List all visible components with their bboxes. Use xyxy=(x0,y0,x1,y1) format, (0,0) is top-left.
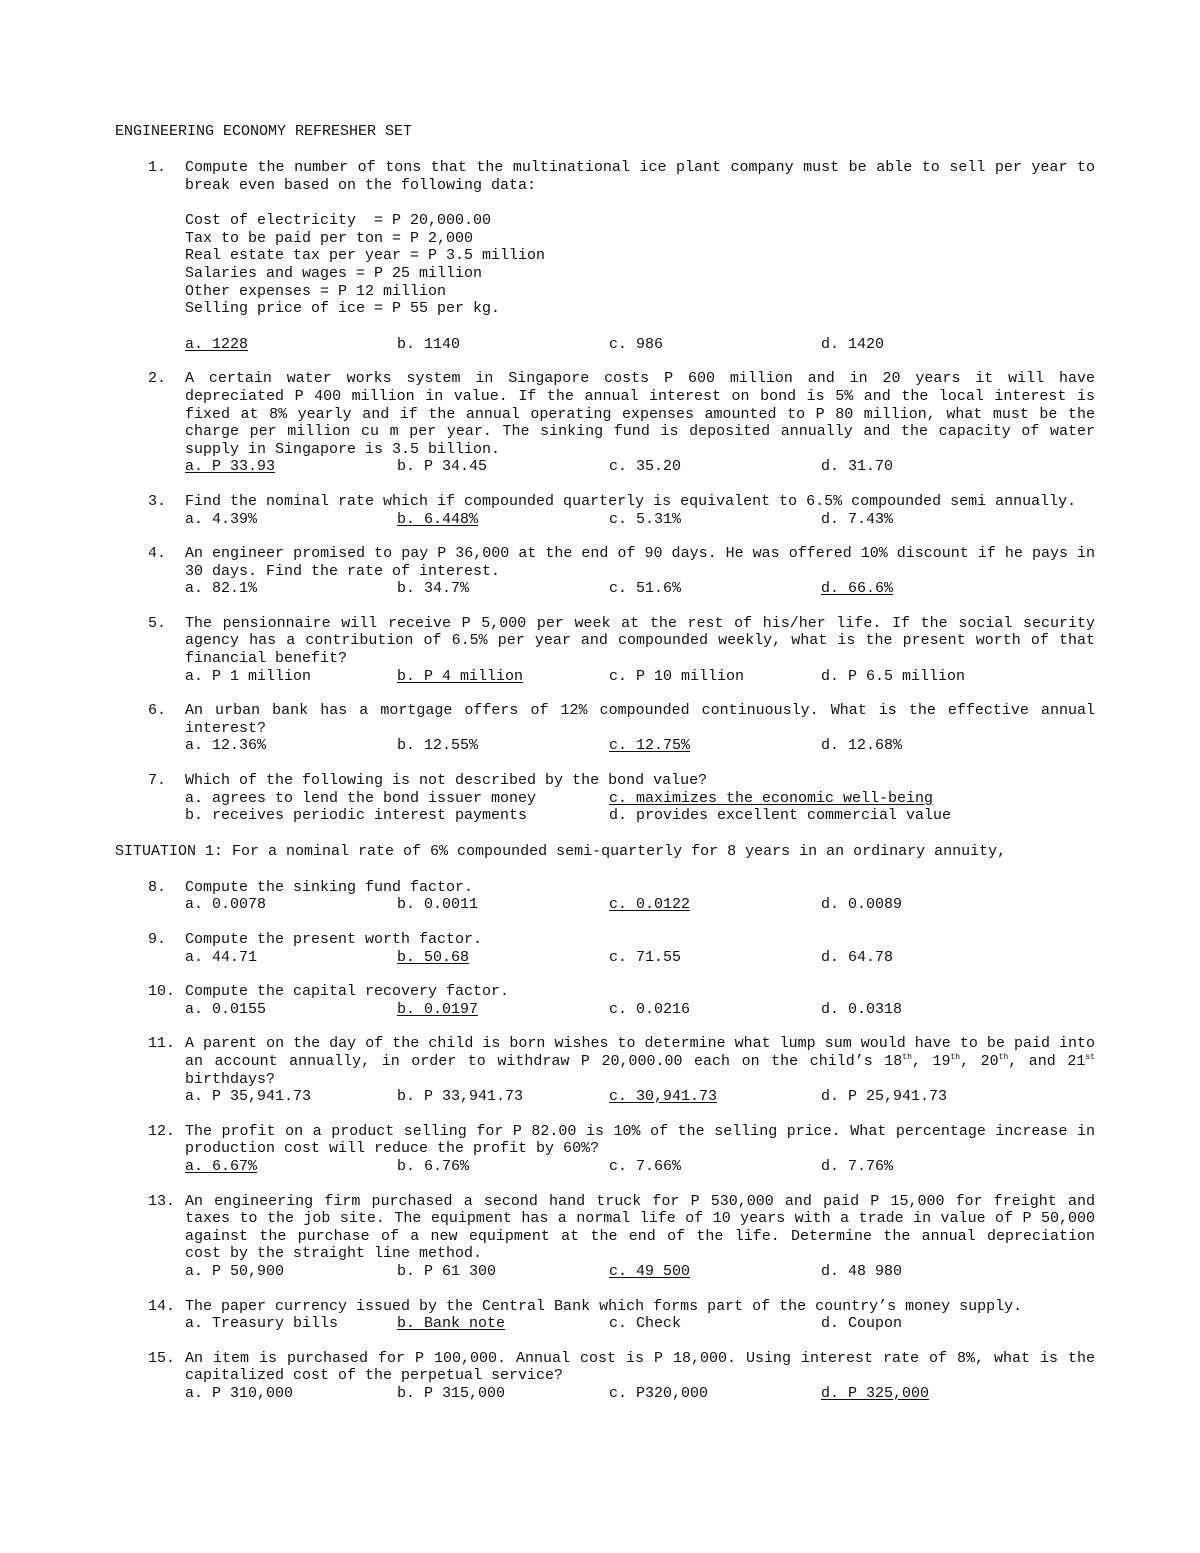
data-line: Cost of electricity = P 20,000.00 xyxy=(185,212,492,230)
choice-d: d. 7.43% xyxy=(821,510,894,528)
question-text: Compute the present worth factor. xyxy=(185,931,483,948)
data-line: Real estate tax per year = P 3.5 million xyxy=(185,247,546,265)
data-line: Tax to be paid per ton = P 2,000 xyxy=(185,229,474,247)
choice-d: d. 7.76% xyxy=(821,1157,894,1175)
choice-d: d. 64.78 xyxy=(821,948,894,966)
question-number: 5. xyxy=(148,614,167,632)
question-number: 8. xyxy=(148,878,167,896)
question-number: 14. xyxy=(148,1297,176,1315)
given-data xyxy=(185,212,1095,318)
choice-d: d. P 325,000 xyxy=(821,1384,930,1402)
choice-b: b. 0.0011 xyxy=(397,896,479,914)
choice-a: a. 6.67% xyxy=(185,1157,258,1175)
choice-b: b. 0.0197 xyxy=(397,1000,479,1018)
ordinal-suffix: th xyxy=(950,1052,961,1062)
choices xyxy=(185,511,1095,529)
choices xyxy=(185,336,1095,354)
question-text: The pensionnaire will receive P 5,000 per week at the rest of his/her life. If the social security agency has a contribution of 6.5% per year and compounded weekly, what is the present worth of that financial benefit? xyxy=(185,614,1095,668)
choices xyxy=(185,1001,1095,1019)
question-number: 12. xyxy=(148,1122,176,1140)
question-9 xyxy=(115,931,1095,966)
choices xyxy=(185,949,1095,967)
choice-c: c. 12.75% xyxy=(609,737,691,755)
choice-a: a. 12.36% xyxy=(185,737,267,755)
choice-d: d. P 25,941.73 xyxy=(821,1088,948,1106)
choice-b: b. 6.76% xyxy=(397,1157,470,1175)
choices-row-2 xyxy=(185,807,1095,825)
question-text: Compute the number of tons that the multinational ice plant company must be able to sell per year to break even based on the following data: xyxy=(185,159,1095,194)
situation-1: SITUATION 1: For a nominal rate of 6% compounded semi-quarterly for 8 years in an ordinary annuity, xyxy=(115,842,1007,860)
data-line: Selling price of ice = P 55 per kg. xyxy=(185,300,501,318)
choice-b: b. 34.7% xyxy=(397,580,470,598)
question-number: 11. xyxy=(148,1035,176,1053)
choice-c: c. 30,941.73 xyxy=(609,1088,718,1106)
choices-row-1 xyxy=(185,790,1095,808)
question-text-part: birthdays? xyxy=(185,1070,276,1088)
question-number: 10. xyxy=(148,983,176,1001)
ordinal-suffix: th xyxy=(902,1052,912,1062)
choice-a: a. agrees to lend the bond issuer money xyxy=(185,789,537,807)
question-number: 13. xyxy=(148,1192,176,1210)
question-11 xyxy=(115,1035,1095,1105)
question-number: 6. xyxy=(148,702,167,720)
question-number: 4. xyxy=(148,545,167,563)
choice-d: d. 12.68% xyxy=(821,737,903,755)
choice-a: a. 0.0155 xyxy=(185,1000,267,1018)
choices xyxy=(185,458,1095,476)
document-page xyxy=(115,122,1095,1419)
choice-a: a. 4.39% xyxy=(185,510,258,528)
choices xyxy=(185,1385,1095,1403)
choice-c: c. 986 xyxy=(609,335,664,353)
question-4 xyxy=(115,545,1095,598)
question-text: Compute the capital recovery factor. xyxy=(185,983,510,1001)
question-number: 7. xyxy=(148,772,167,790)
choice-c: c. P 10 million xyxy=(609,667,745,685)
choice-d: d. 0.0318 xyxy=(821,1000,903,1018)
question-6 xyxy=(115,702,1095,755)
choice-d: d. 66.6% xyxy=(821,580,894,598)
choice-d: d. 1420 xyxy=(821,335,885,353)
choice-c: c. maximizes the economic well-being xyxy=(609,789,934,807)
choice-a: a. P 33.93 xyxy=(185,458,276,476)
choice-d: d. 48 980 xyxy=(821,1262,903,1280)
question-text xyxy=(185,1035,1095,1088)
question-number: 15. xyxy=(148,1349,176,1367)
choice-b: b. P 33,941.73 xyxy=(397,1088,524,1106)
choice-d: d. 31.70 xyxy=(821,458,894,476)
question-number: 9. xyxy=(148,931,167,948)
question-text: Find the nominal rate which if compounded quarterly is equivalent to 6.5% compounded semi annually. xyxy=(185,492,1077,510)
choice-d: d. 0.0089 xyxy=(821,896,903,914)
question-10 xyxy=(115,983,1095,1018)
question-number: 1. xyxy=(148,159,167,176)
question-number: 3. xyxy=(148,492,167,510)
choice-d: d. P 6.5 million xyxy=(821,667,966,685)
data-line: Salaries and wages = P 25 million xyxy=(185,264,483,282)
question-text: The profit on a product selling for P 82.00 is 10% of the selling price. What percentage increase in production cost will reduce the profit by 60%? xyxy=(185,1122,1095,1158)
choice-c: c. 0.0216 xyxy=(609,1000,691,1018)
choice-b: b. 12.55% xyxy=(397,737,479,755)
question-text-part: A parent on the day of the child is born wishes to determine what lump sum would have to be paid into an account annually, in order to withdraw P 20,000.00 each on the child’s 18 xyxy=(185,1035,1095,1070)
choice-a: a. P 50,900 xyxy=(185,1262,285,1280)
ordinal-suffix: st xyxy=(1085,1052,1095,1062)
choice-b: b. P 4 million xyxy=(397,667,524,685)
question-14 xyxy=(115,1298,1095,1333)
question-text: A certain water works system in Singapore costs P 600 million and in 20 years it will have depreciated P 400 million in value. If the annual interest on bond is 5% and the local interest is fixed at 8% yearly and if the annual operating expenses amounted to P 80 million, what must be the charge per million cu m per year. The sinking fund is deposited annually and the capacity of water supply in Singapore is 3.5 billion. xyxy=(185,370,1095,458)
document-title: ENGINEERING ECONOMY REFRESHER SET xyxy=(115,123,413,140)
question-8 xyxy=(115,879,1095,914)
choice-c: c. 51.6% xyxy=(609,580,682,598)
question-text-part: , 20 xyxy=(960,1052,999,1070)
choice-c: c. 0.0122 xyxy=(609,896,691,914)
question-text: An engineer promised to pay P 36,000 at the end of 90 days. He was offered 10% discount if he pays in 30 days. Find the rate of interest. xyxy=(185,545,1095,580)
question-text: An item is purchased for P 100,000. Annual cost is P 18,000. Using interest rate of 8%, what is the capitalized cost of the perpetual service? xyxy=(185,1349,1095,1385)
question-text-part: , and 21 xyxy=(1008,1052,1086,1070)
choice-c: c. 49 500 xyxy=(609,1262,691,1280)
choice-b: b. 50.68 xyxy=(397,948,470,966)
choice-d: d. provides excellent commercial value xyxy=(609,807,952,825)
question-text: Which of the following is not described by the bond value? xyxy=(185,772,708,790)
question-text: An urban bank has a mortgage offers of 12% compounded continuously. What is the effective annual interest? xyxy=(185,702,1095,737)
question-2 xyxy=(115,370,1095,476)
choice-c: c. 7.66% xyxy=(609,1157,682,1175)
choices xyxy=(185,668,1095,686)
choices xyxy=(185,1315,1095,1333)
data-line: Other expenses = P 12 million xyxy=(185,282,447,300)
choice-c: c. 5.31% xyxy=(609,510,682,528)
choice-a: a. P 35,941.73 xyxy=(185,1088,312,1106)
choice-a: a. 44.71 xyxy=(185,948,258,966)
choice-a: a. Treasury bills xyxy=(185,1315,339,1333)
choice-c: c. 35.20 xyxy=(609,458,682,476)
question-5 xyxy=(115,615,1095,685)
choice-b: b. receives periodic interest payments xyxy=(185,807,528,825)
choices xyxy=(185,1088,1095,1106)
question-13 xyxy=(115,1193,1095,1281)
question-text: Compute the sinking fund factor. xyxy=(185,878,474,896)
question-text-part: , 19 xyxy=(911,1052,951,1070)
choice-a: a. 82.1% xyxy=(185,580,258,598)
ordinal-suffix: th xyxy=(998,1052,1009,1062)
choices xyxy=(185,896,1095,914)
choice-b: b. P 34.45 xyxy=(397,458,488,476)
choice-c: c. Check xyxy=(609,1315,682,1333)
choice-b: b. P 315,000 xyxy=(397,1384,506,1402)
choice-b: b. 6.448% xyxy=(397,510,479,528)
choices xyxy=(185,580,1095,598)
choices xyxy=(185,1158,1095,1176)
choice-a: a. P 1 million xyxy=(185,667,312,685)
question-text: The paper currency issued by the Central Bank which forms part of the country’s money supply. xyxy=(185,1297,1023,1315)
choice-b: b. Bank note xyxy=(397,1315,506,1333)
choice-c: c. P320,000 xyxy=(609,1384,709,1402)
choice-b: b. P 61 300 xyxy=(397,1262,497,1280)
choice-c: c. 71.55 xyxy=(609,948,682,966)
question-12 xyxy=(115,1123,1095,1176)
question-text: An engineering firm purchased a second hand truck for P 530,000 and paid P 15,000 for freight and taxes to the job site. The equipment has a normal life of 10 years with a trade in value of P 50,000 against the purchase of a new equipment at the end of the life. Determine the annual depreciation cost by the straight line method. xyxy=(185,1192,1095,1263)
choice-d: d. Coupon xyxy=(821,1315,903,1333)
choice-a: a. 0.0078 xyxy=(185,896,267,914)
choice-b: b. 1140 xyxy=(397,335,461,353)
question-number: 2. xyxy=(148,370,167,388)
choices xyxy=(185,1263,1095,1281)
choices xyxy=(185,737,1095,755)
question-3 xyxy=(115,493,1095,528)
question-15 xyxy=(115,1350,1095,1403)
choice-a: a. 1228 xyxy=(185,335,249,353)
choice-a: a. P 310,000 xyxy=(185,1384,294,1402)
question-1 xyxy=(115,159,1095,353)
question-7 xyxy=(115,772,1095,825)
